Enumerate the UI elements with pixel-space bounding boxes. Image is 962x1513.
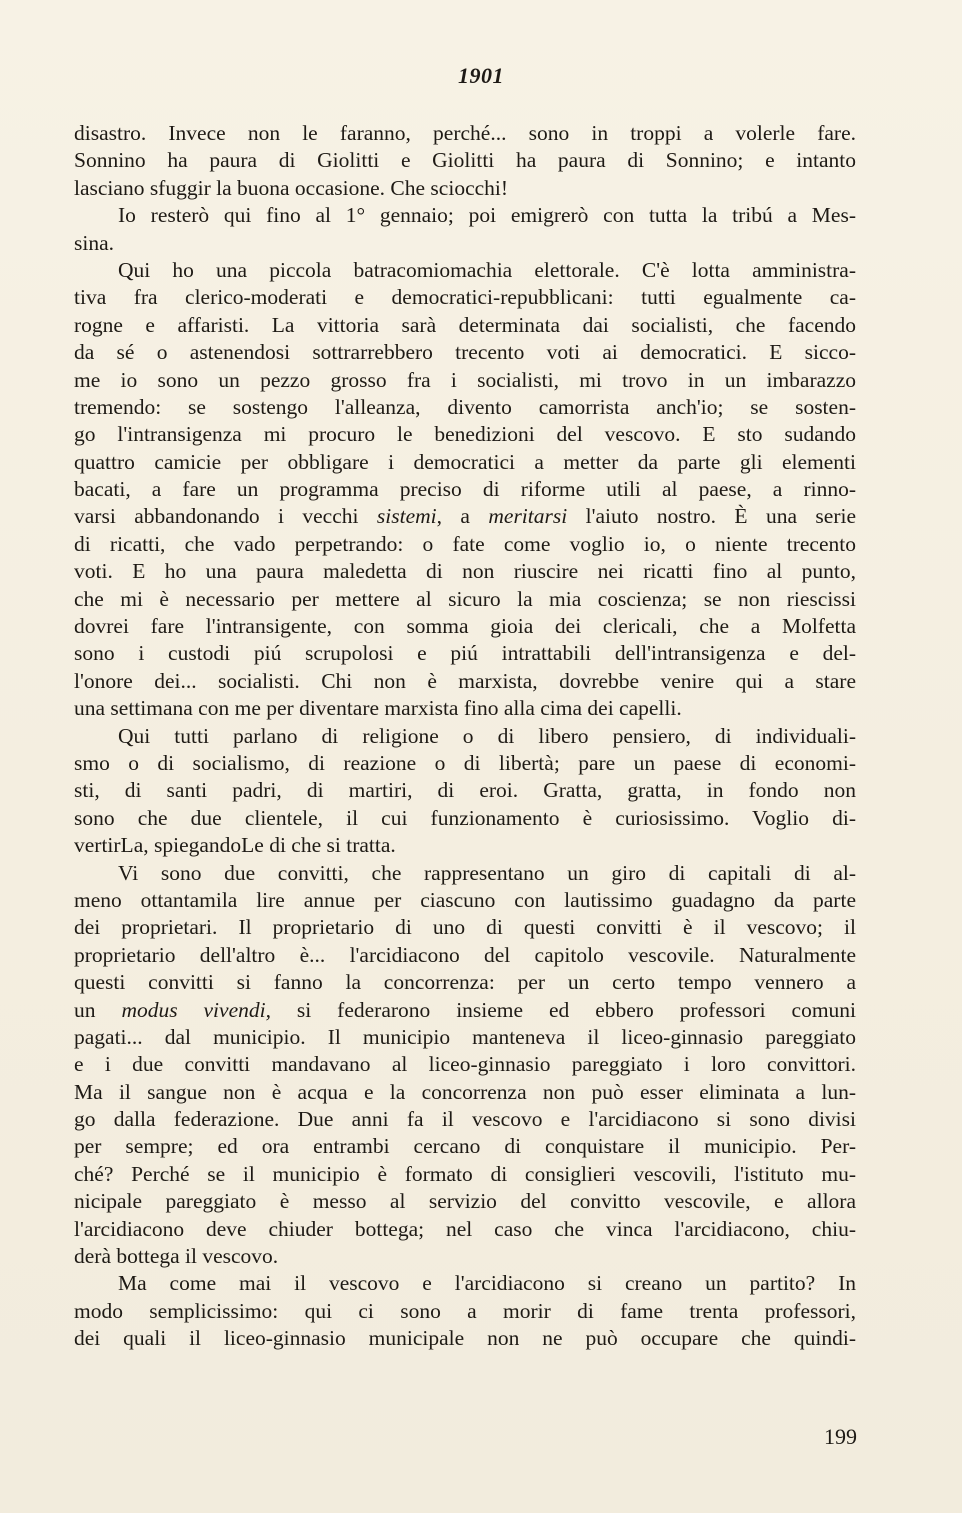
text-line: Vi sono due convitti, che rappresentano un giro di capitali di al- [118,860,856,885]
text-line: sono i custodi piú scrupolosi e piú intrattabili dell'intransigenza e del- [74,641,856,666]
text-line: varsi abbandonando i vecchi sistemi, a meritarsi l'aiuto nostro. È una serie [74,504,856,529]
text-line: l'arcidiacono deve chiuder bottega; nel caso che vinca l'arcidiacono, chiu- [74,1216,856,1241]
text-line: di ricatti, che vado perpetrando: o fate come voglio io, o niente trecento [74,531,856,556]
text-line: l'onore dei... socialisti. Chi non è marxista, dovrebbe venire qui a stare [74,668,856,693]
text-line: Qui ho una piccola batracomiomachia elettorale. C'è lotta amministra- [118,257,856,282]
text-line: Sonnino ha paura di Giolitti e Giolitti ha paura di Sonnino; e intanto [74,148,856,173]
text-line: ché? Perché se il municipio è formato di consiglieri vescovili, l'istituto mu- [74,1161,856,1186]
text-line: meno ottantamila lire annue per ciascuno con lautissimo guadagno da parte [74,887,856,912]
text-line: sina. [74,230,115,255]
text-line: modo semplicissimo: qui ci sono a morir di fame trenta professori, [74,1298,856,1323]
text-line: tiva fra clerico-moderati e democratici-repubblicani: tutti egualmente ca- [74,285,856,310]
text-line: dei quali il liceo-ginnasio municipale non ne può occupare che quindi- [74,1326,856,1351]
text-line: questi convitti si fanno la concorrenza: per un certo tempo vennero a [74,970,856,995]
page-number: 199 [824,1424,857,1449]
text-line: una settimana con me per diventare marxista fino alla cima dei capelli. [74,696,682,721]
text-line: per sempre; ed ora entrambi cercano di conquistare il municipio. Per- [74,1134,856,1159]
text-line: rogne e affaristi. La vittoria sarà determinata dai socialisti, che facendo [74,312,856,337]
text-line: go dalla federazione. Due anni fa il vescovo e l'arcidiacono si sono divisi [74,1107,856,1132]
text-line: pagati... dal municipio. Il municipio manteneva il liceo-ginnasio pareggiato [74,1024,856,1049]
text-line: voti. E ho una paura maledetta di non riuscire nei ricatti fino al punto, [74,559,856,584]
text-line: derà bottega il vescovo. [74,1244,279,1269]
text-line: nicipale pareggiato è messo al servizio del convitto vescovile, e allora [74,1189,856,1214]
text-line: me io sono un pezzo grosso fra i socialisti, mi trovo in un imbarazzo [74,367,856,392]
text-line: dei proprietari. Il proprietario di uno di questi convitti è il vescovo; il [74,915,856,940]
text-line: vertirLa, spiegandoLe di che si tratta. [74,833,396,858]
running-head: 1901 [458,63,504,88]
text-line: Ma il sangue non è acqua e la concorrenza non può esser eliminata a lun- [74,1079,856,1104]
text-line: e i due convitti mandavano al liceo-ginnasio pareggiato i loro convittori. [74,1052,856,1077]
text-line: Ma come mai il vescovo e l'arcidiacono si creano un partito? In [118,1271,856,1296]
text-line: un modus vivendi, si federarono insieme ed ebbero professori comuni [74,997,857,1022]
text-line: go l'intransigenza mi procuro le benedizioni del vescovo. E sto sudando [74,422,856,447]
text-line: lasciano sfuggir la buona occasione. Che sciocchi! [74,175,509,200]
body-text [74,120,856,1353]
text-line: disastro. Invece non le faranno, perché... sono in troppi a volerle fare. [74,121,856,145]
text-line: tremendo: se sostengo l'alleanza, divento camorrista anch'io; se sosten- [74,394,856,419]
text-line: Qui tutti parlano di religione o di libero pensiero, di individuali- [118,723,856,748]
text-line: dovrei fare l'intransigente, con somma gioia dei clericali, che a Molfetta [74,614,856,639]
text-line: da sé o astenendosi sottrarrebbero trecento voti ai democratici. E sicco- [74,340,856,365]
text-line: sti, di santi padri, di martiri, di eroi. Gratta, gratta, in fondo non [74,778,856,803]
text-line: sono che due clientele, il cui funzionamento è curiosissimo. Voglio di- [74,805,856,830]
text-line: bacati, a fare un programma preciso di riforme utili al paese, a rinno- [74,477,856,502]
text-line: Io resterò qui fino al 1° gennaio; poi emigrerò con tutta la tribú a Mes- [118,203,856,228]
text-line: quattro camicie per obbligare i democratici a metter da parte gli elementi [74,449,856,474]
text-line: che mi è necessario per mettere al sicuro la mia coscienza; se non riescissi [74,586,856,611]
text-line: proprietario dell'altro è... l'arcidiacono del capitolo vescovile. Naturalmente [74,942,856,967]
text-line: smo o di socialismo, di reazione o di libertà; pare un paese di economi- [74,750,856,775]
